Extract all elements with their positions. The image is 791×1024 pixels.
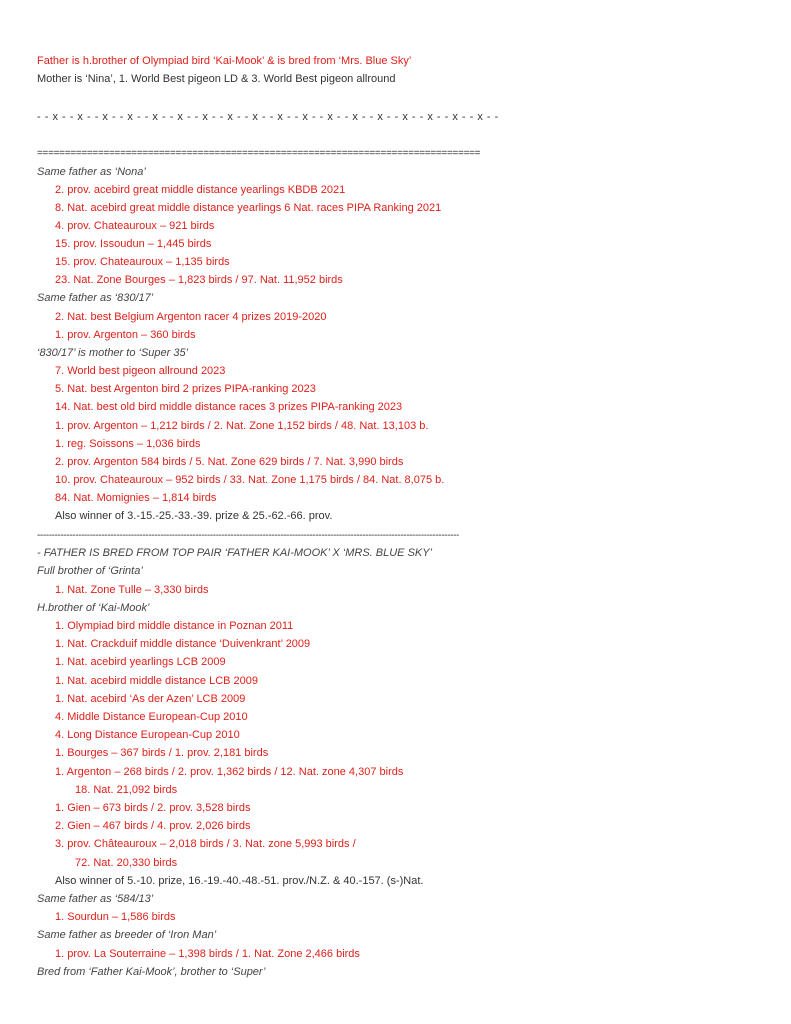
result-line: 1. prov. La Souterraine – 1,398 birds / 1. Nat. Zone 2,466 birds [55,948,360,960]
result-line: 1. Nat. acebird ‘As der Azen’ LCB 2009 [55,693,246,705]
result-line: 10. prov. Chateauroux – 952 birds / 33. Nat. Zone 1,175 birds / 84. Nat. 8,075 b. [55,474,445,486]
result-line: 1. prov. Argenton – 360 birds [55,329,196,341]
result-line: 2. prov. Argenton 584 birds / 5. Nat. Zone 629 birds / 7. Nat. 3,990 birds [55,456,404,468]
result-line: 4. Long Distance European-Cup 2010 [55,729,240,741]
section-heading: Same father as ‘830/17’ [37,292,154,304]
result-line: 1. Nat. Zone Tulle – 3,330 birds [55,584,209,596]
dash-separator: ------------------------------------------------------------------------------------------------------------------------------------------------ [37,530,459,541]
result-line: 84. Nat. Momignies – 1,814 birds [55,492,217,504]
section-heading: - FATHER IS BRED FROM TOP PAIR ‘FATHER KAI-MOOK’ X ‘MRS. BLUE SKY’ [37,547,433,559]
section-heading: H.brother of ‘Kai-Mook’ [37,602,150,614]
result-line: 23. Nat. Zone Bourges – 1,823 birds / 97. Nat. 11,952 birds [55,274,343,286]
result-line: 1. prov. Argenton – 1,212 birds / 2. Nat. Zone 1,152 birds / 48. Nat. 13,103 b. [55,420,429,432]
also-winner-line: Also winner of 5.-10. prize, 16.-19.-40.-48.-51. prov./N.Z. & 40.-157. (s-)Nat. [55,875,424,887]
result-line: 8. Nat. acebird great middle distance yearlings 6 Nat. races PIPA Ranking 2021 [55,202,442,214]
section-heading: Same father as ‘584/13’ [37,893,154,905]
result-line: 15. prov. Issoudun – 1,445 birds [55,238,212,250]
result-line: 1. Olympiad bird middle distance in Poznan 2011 [55,620,294,632]
result-line: 1. Sourdun – 1,586 birds [55,911,176,923]
result-line: 2. prov. acebird great middle distance yearlings KBDB 2021 [55,184,346,196]
result-line: 4. Middle Distance European-Cup 2010 [55,711,248,723]
result-line: 1. Bourges – 367 birds / 1. prov. 2,181 birds [55,747,269,759]
section-heading: ‘830/17’ is mother to ‘Super 35’ [37,347,189,359]
result-line-continued: 72. Nat. 20,330 birds [75,857,178,869]
result-line: 1. Nat. Crackduif middle distance ‘Duivenkrant’ 2009 [55,638,311,650]
section-heading: Same father as breeder of ‘Iron Man’ [37,929,217,941]
result-line: 7. World best pigeon allround 2023 [55,365,226,377]
result-line-continued: 18. Nat. 21,092 birds [75,784,178,796]
x-separator: - - x - - x - - x - - x - - x - - x - - x - - x - - x - - x - - x - - x - - x - - x - - x - - x - - x - - x - - [37,111,499,123]
header-line-mother: Mother is ‘Nina’, 1. World Best pigeon LD & 3. World Best pigeon allround [37,73,396,85]
result-line: 1. Gien – 673 birds / 2. prov. 3,528 birds [55,802,251,814]
result-line: 2. Nat. best Belgium Argenton racer 4 prizes 2019-2020 [55,311,327,323]
result-line: 1. reg. Soissons – 1,036 birds [55,438,201,450]
section-heading: Full brother of ‘Grinta’ [37,565,143,577]
section-heading: Same father as ‘Nona’ [37,166,146,178]
equals-separator: ================================================================================ [37,148,481,159]
result-line: 14. Nat. best old bird middle distance races 3 prizes PIPA-ranking 2023 [55,401,403,413]
result-line: 15. prov. Chateauroux – 1,135 birds [55,256,230,268]
result-line: 1. Nat. acebird yearlings LCB 2009 [55,656,226,668]
result-line: 3. prov. Châteauroux – 2,018 birds / 3. Nat. zone 5,993 birds / [55,838,356,850]
result-line: 1. Argenton – 268 birds / 2. prov. 1,362 birds / 12. Nat. zone 4,307 birds [55,766,404,778]
result-line: 5. Nat. best Argenton bird 2 prizes PIPA-ranking 2023 [55,383,316,395]
result-line: 2. Gien – 467 birds / 4. prov. 2,026 birds [55,820,251,832]
also-winner-line: Also winner of 3.-15.-25.-33.-39. prize & 25.-62.-66. prov. [55,510,333,522]
result-line: 4. prov. Chateauroux – 921 birds [55,220,215,232]
section-heading: Bred from ‘Father Kai-Mook’, brother to ‘Super’ [37,966,266,978]
header-line-father: Father is h.brother of Olympiad bird ‘Kai-Mook’ & is bred from ‘Mrs. Blue Sky’ [37,55,412,67]
result-line: 1. Nat. acebird middle distance LCB 2009 [55,675,259,687]
